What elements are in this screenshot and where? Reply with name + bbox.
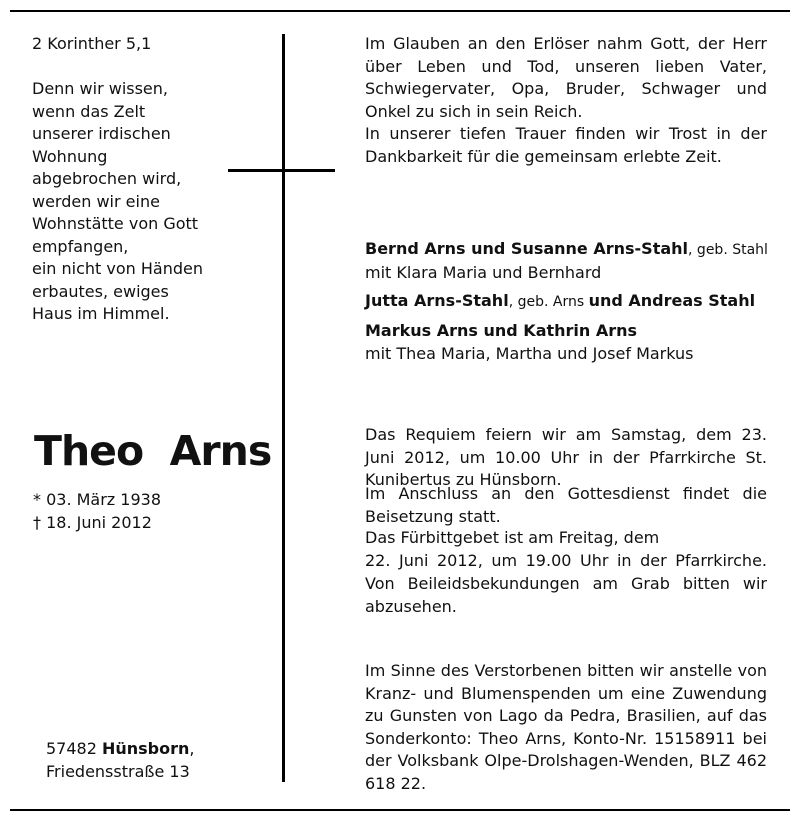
verse-line: wenn das Zelt [32,101,146,121]
family-2-maiden: , geb. Arns [508,294,589,310]
verse-line: werden wir eine [32,191,160,211]
deceased-name: Theo Arns [34,427,272,475]
intro-paragraph: Im Glauben an den Erlöser nahm Gott, der Herr über Leben und Tod, unseren lieben Vater, Schwiegervater, Opa, Bruder, Schwager und Onkel zu sich in sein Reich. [365,34,767,121]
verse-reference: 2 Korinther 5,1 [32,34,152,53]
requiem-text: Das Requiem feiern wir am Samstag, dem 23. Juni 2012, um 10.00 Uhr in der Pfarrkirche St. Kunibertus zu Hünsborn. [365,425,767,489]
street: Friedensstraße 13 [46,761,190,781]
prayer-line-1: Das Fürbittgebet ist am Freitag, dem [365,528,660,547]
family-3-children: mit Thea Maria, Martha und Josef Markus [365,343,694,363]
prayer-text [365,527,767,572]
verse-line: empfangen, [32,236,129,256]
verse-line: unserer irdischen [32,124,171,143]
birth-date: * 03. März 1938 [33,490,162,509]
cross-icon-bar [228,169,335,172]
family-group-2 [365,290,755,314]
verse-line: abgebrochen wird, [32,169,182,188]
death-date: † 18. Juni 2012 [33,512,152,532]
address-line-1 [46,738,195,761]
donation-text: Im Sinne des Verstorbenen bitten wir anstelle von Kranz- und Blumenspenden um eine Zuwendung zu Gunsten von Lago da Pedra, Brasilien, auf das Sonderkonto: Theo Arns, Konto-Nr. 15158911 bei der Volksbank Olpe-Drolshagen-Wenden, BLZ 462 618 22. [365,661,767,793]
family-group-3 [365,320,694,365]
family-3-names: Markus Arns und Kathrin Arns [365,321,638,340]
verse-line: Haus im Himmel. [32,304,170,323]
condolence-text: Von Beileidsbekundungen am Grab bitten wir abzusehen. [365,574,767,616]
town: Hünsborn [101,739,190,758]
address [46,738,195,783]
cross-icon [282,34,285,782]
burial-text: Im Anschluss an den Gottesdienst findet die Beisetzung statt. [365,484,767,526]
family-1-children: mit Klara Maria und Bernhard [365,262,602,282]
verse-line: erbautes, ewiges [32,281,169,301]
comfort-paragraph: In unserer tiefen Trauer finden wir Trost in der Dankbarkeit für die gemeinsam erlebte Zeit. [365,124,767,166]
address-comma: , [189,739,195,758]
postal-code: 57482 [46,739,102,758]
family-group-1 [365,238,768,284]
verse-line: Denn wir wissen, [32,79,168,98]
family-1-names: Bernd Arns und Susanne Arns-Stahl [365,239,689,258]
verse-text [32,78,203,326]
verse-line: Wohnung [32,146,108,166]
family-1-maiden: , geb. Stahl [688,242,768,258]
life-dates [33,489,161,534]
prayer-line-2: 22. Juni 2012, um 19.00 Uhr in der Pfarrkirche. [365,550,767,570]
verse-line: ein nicht von Händen [32,259,203,278]
verse-line: Wohnstätte von Gott [32,214,199,233]
family-2-name-1: Jutta Arns-Stahl [365,291,509,310]
family-2-name-2: und Andreas Stahl [588,291,756,310]
family-1-line [365,238,768,262]
